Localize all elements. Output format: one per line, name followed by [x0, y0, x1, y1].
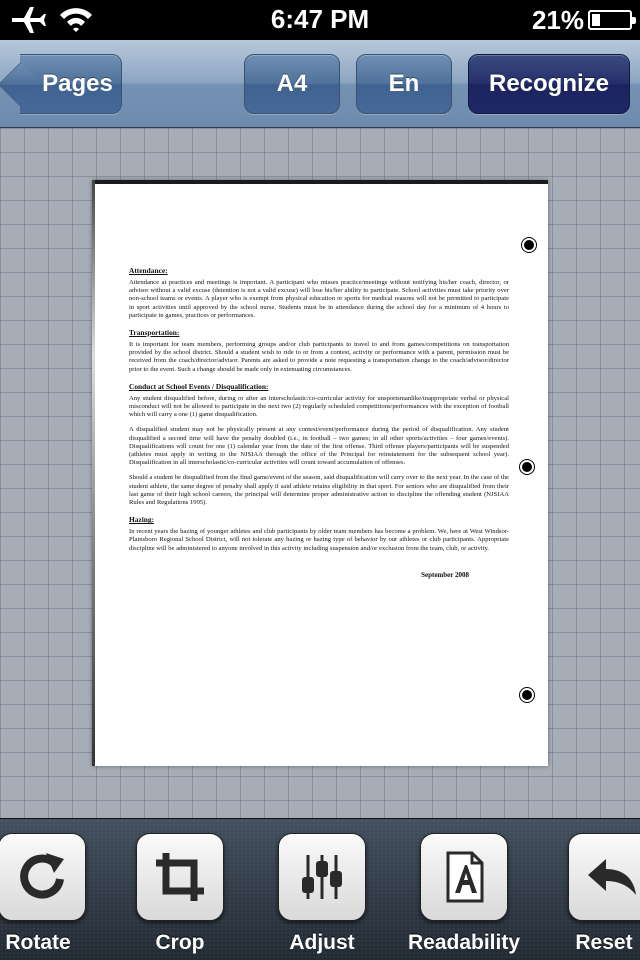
adjust-icon-box [278, 833, 366, 921]
edit-toolbar [0, 818, 640, 960]
section-paragraph: Any student disqualified before, during or after an interscholastic/co-curricular activity for unsportsmanlike/inappropriate verbal or physical misconduct will not be allowed to participate in the next two (2) regularly scheduled competitions/performances with the exception of football which will carry a one (1) game disqualification. [129, 394, 509, 419]
hole-punch-icon [520, 460, 534, 474]
battery-icon [588, 10, 632, 30]
recognize-button[interactable]: Recognize [468, 54, 630, 114]
paper-size-button[interactable]: A4 [244, 54, 340, 114]
section-paragraph: Should a student be disqualified from the final game/event of the season, said disqualification will carry over to the next year. In the case of the student athlete, the same degree of penalty shall apply if said athlete retains eligibility in that sport. For seniors who are disqualified from their last game of their high school careers, the principal will determine proper administrative action to discipline the offending student (NJSIAA Rules and Regulations 1995). [129, 474, 509, 507]
reset-button[interactable] [562, 819, 640, 960]
rotate-label: Rotate [5, 931, 71, 954]
navigation-bar [0, 40, 640, 128]
section-heading: Transportation: [129, 328, 180, 338]
hole-punch-icon [522, 238, 536, 252]
hole-punch-icon [520, 688, 534, 702]
crop-button[interactable] [130, 819, 230, 960]
section-paragraph: In recent years the hazing of younger athletes and club participants by older team members has become a problem. We, here at West Windsor-Plainsboro Regional School District, will not tolerate any hazing or hazing type of behavior by our athletes or club participants. Appropriate discipline will be administered to anyone involved in this activity including suspension and/or exclusion from the team, club, or activity. [129, 528, 509, 552]
reset-icon-box [568, 833, 640, 921]
pages-back-button[interactable]: Pages [20, 54, 122, 114]
document-text [129, 258, 509, 579]
battery-percent: 21% [531, 5, 584, 35]
scan-canvas [0, 128, 640, 818]
crop-label: Crop [155, 931, 205, 954]
rotate-button[interactable] [0, 819, 92, 960]
page-scan-edge-left [92, 180, 95, 766]
scanned-page[interactable] [92, 180, 548, 766]
readability-label: Readability [407, 931, 521, 954]
adjust-button[interactable] [272, 819, 372, 960]
page-scan-edge [92, 180, 548, 184]
document-letter-icon [436, 849, 492, 905]
reset-label: Reset [575, 931, 633, 954]
rotate-icon [14, 849, 70, 905]
crop-icon-box [136, 833, 224, 921]
rotate-icon-box [0, 833, 86, 921]
readability-button[interactable] [400, 819, 528, 960]
section-heading: Attendance: [129, 266, 168, 275]
adjust-label: Adjust [289, 931, 355, 954]
adjust-icon [294, 849, 350, 905]
undo-arrow-icon [584, 849, 640, 905]
section-paragraph: It is important for team members, performing groups and/or club participants to travel to and from games/competitions on transportation provided by the school district. Should a student wish to ride to or from a contest, activity or performance with a parent, permission must be received from the coach/director/advisor. Parents are asked to provide a note requesting a transportation change to the coach/advisor/director prior to the event. Such a change should be made only in extenuating circumstances. [129, 341, 509, 373]
status-bar [0, 0, 640, 40]
readability-icon-box [420, 833, 508, 921]
section-paragraph: A disqualified student may not be physically present at any contest/event/performance during the period of disqualification. Any student disqualified a second time will have the penalty doubled (i.e., in football – two games; in all other sports/activities – four games/events). Disqualifications will count for one (1) calendar year from the date of the first offense. Third offense players/participants will be suspended (athletes must apply in writing to the NJSIAA through the office of the Principal for reinstatement for the subsequent school year). Disqualification in all interscholastic/co-curricular activities will count toward accumulation of offenses. [129, 426, 509, 467]
battery-level [592, 14, 600, 26]
language-button[interactable]: En [356, 54, 452, 114]
section-paragraph: Attendance at practices and meetings is important. A participant who misses practice/meetings without notifying his/her coach, director, or advisor without a valid excuse (detention is not a valid excuse) will lose his/her ability to participate. School activities must take priority over non-school teams or events. A player who is exempt from physical education or sports for medical reasons will not be permitted to participate in sport activities until approved by the school nurse. Students must be in attendance during the school day for a minimum of 4 hours to participate in games, practices or performances. [129, 279, 509, 319]
section-heading: Conduct at School Events / Disqualification: [129, 381, 269, 391]
section-heading: Hazing: [129, 515, 155, 525]
status-time: 6:47 PM [270, 4, 370, 34]
document-date: September 2008 [421, 570, 469, 579]
crop-icon [152, 849, 208, 905]
